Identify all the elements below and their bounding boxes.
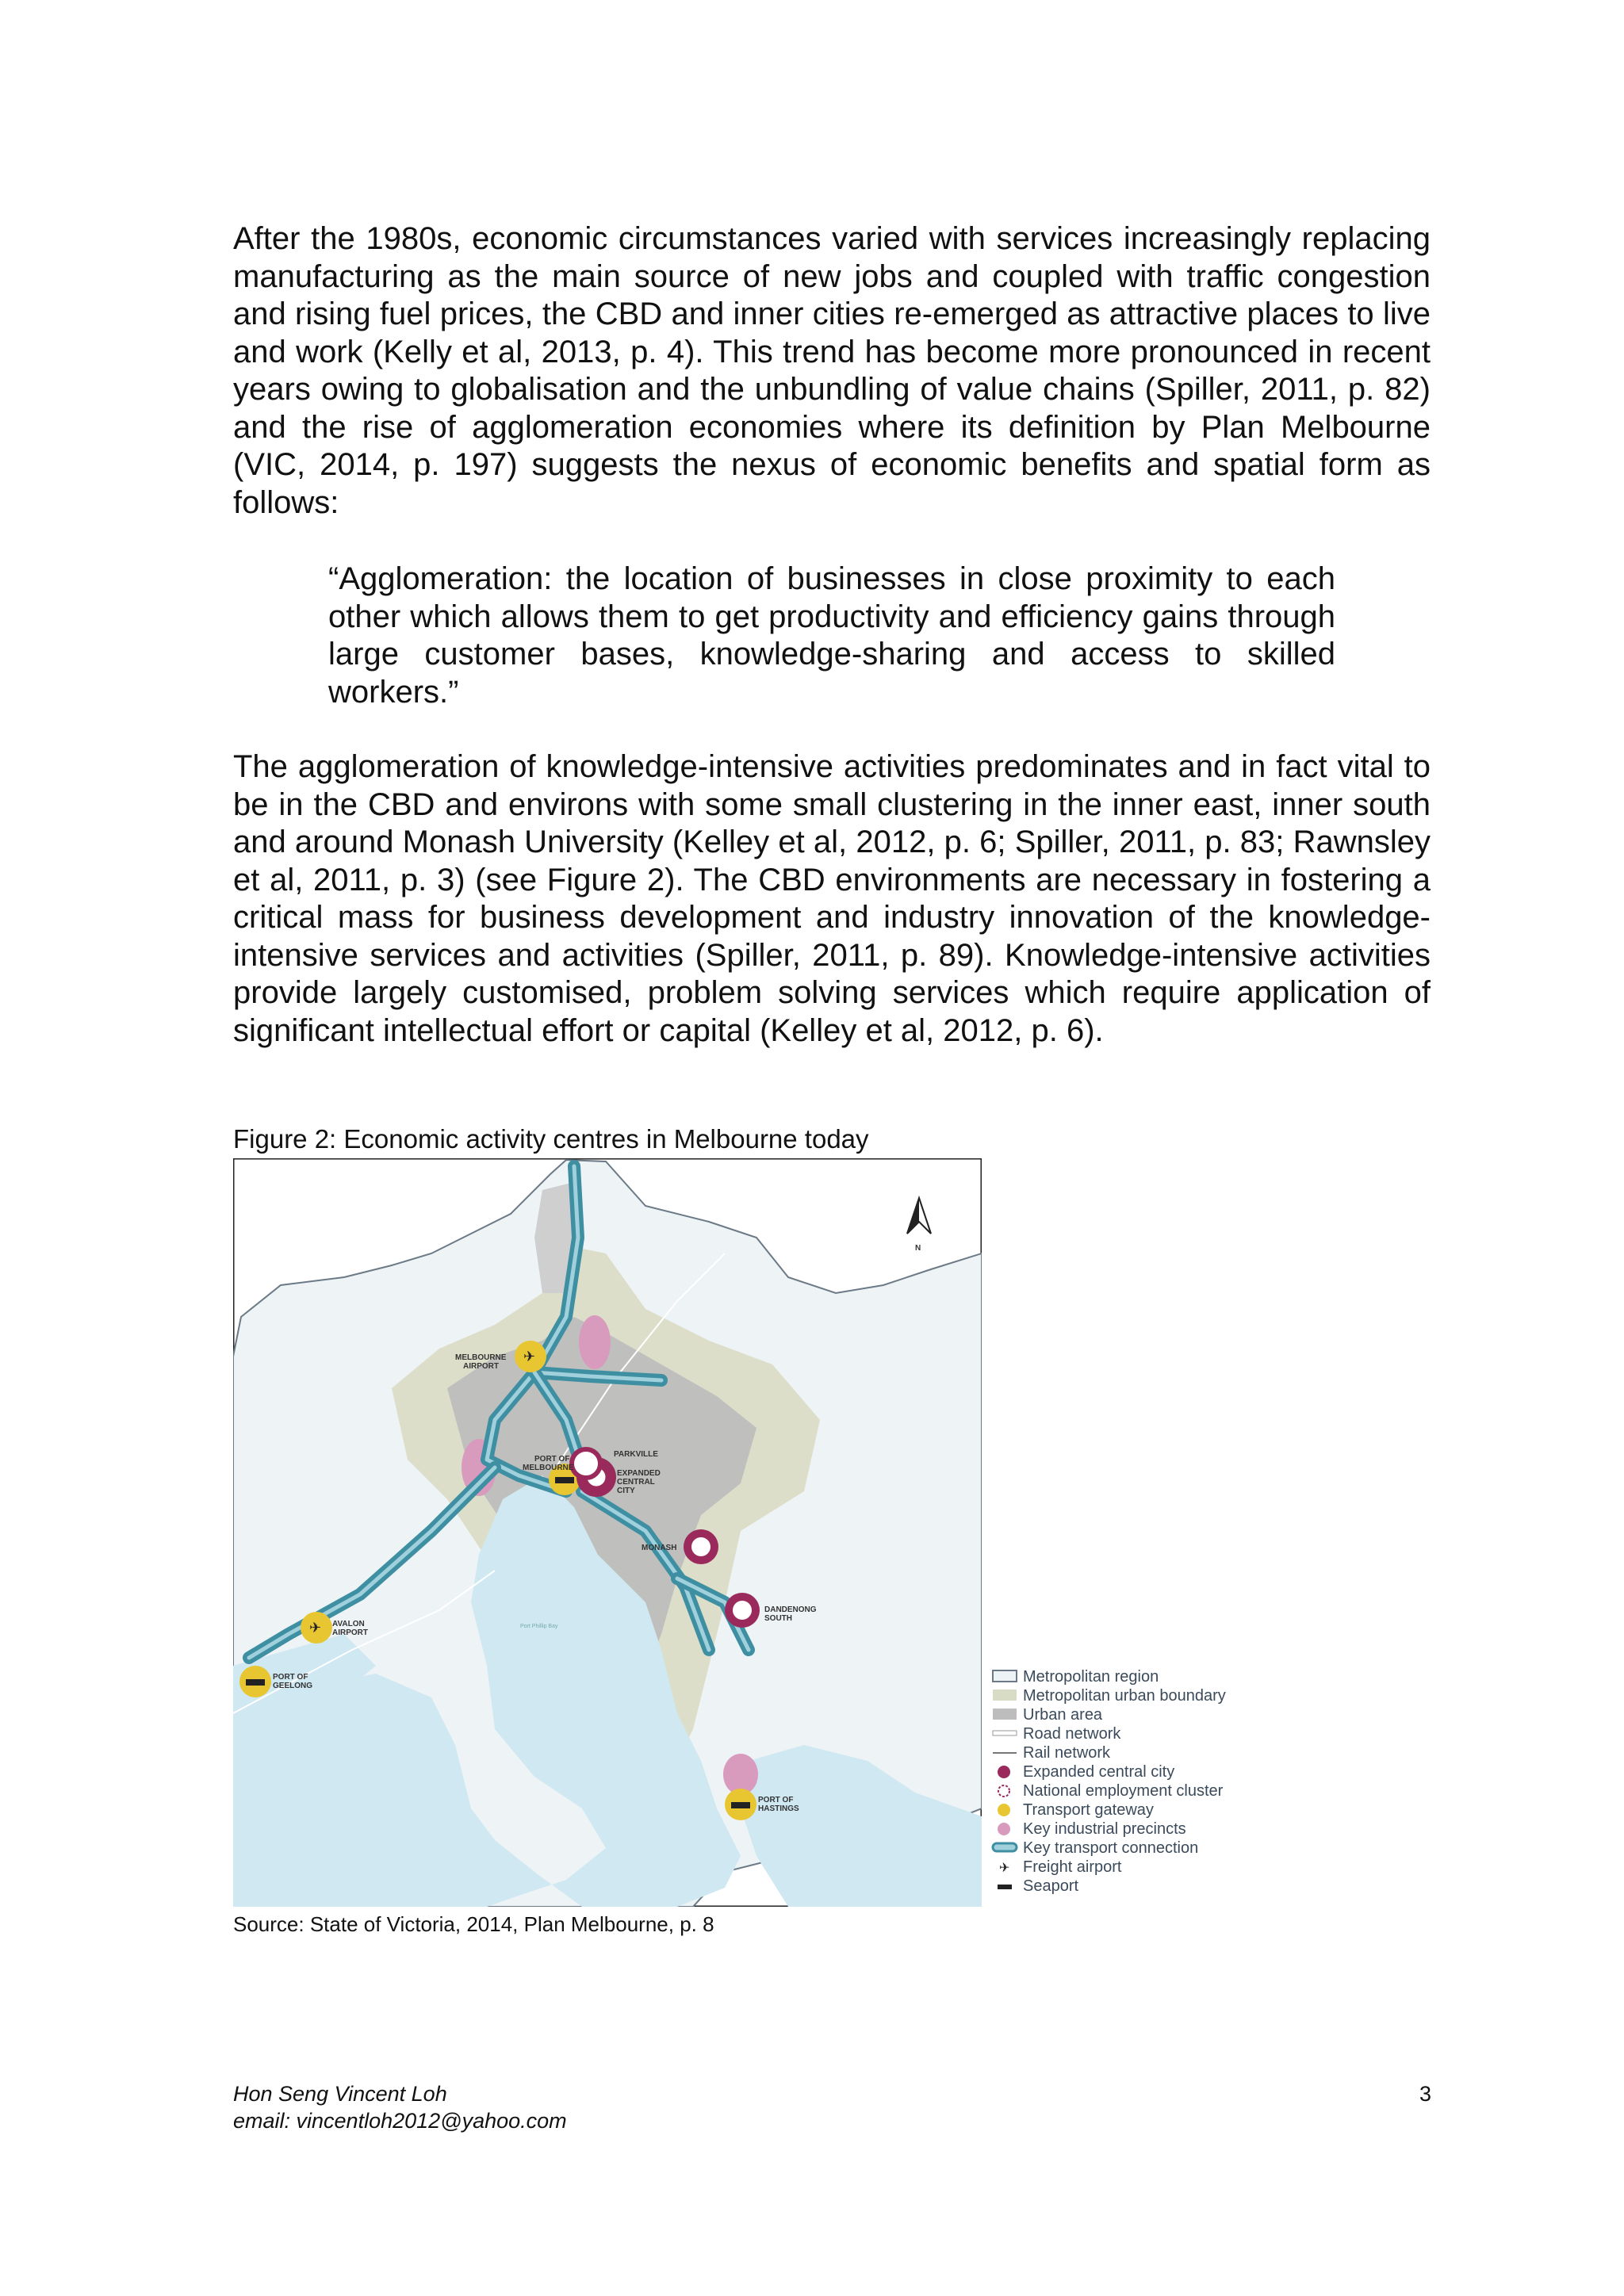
legend-expanded-central-city: Expanded central city <box>991 1762 1174 1781</box>
label-geelong: PORT OF <box>273 1673 308 1682</box>
page-number: 3 <box>1419 2082 1432 2106</box>
transport-gateway-melbourne-airport <box>515 1341 546 1372</box>
freight-airport-icon <box>991 1858 1020 1877</box>
label-bay: Port Phillip Bay <box>520 1624 558 1629</box>
label-monash: MONASH <box>642 1544 677 1552</box>
label-central: CENTRAL <box>617 1478 655 1487</box>
legend-metropolitan-region: Metropolitan region <box>991 1667 1159 1686</box>
label-melbourne-airport: MELBOURNE <box>455 1353 507 1362</box>
figure-caption: Figure 2: Economic activity centres in Melbourne today <box>233 1124 869 1154</box>
paragraph-2: The agglomeration of knowledge-intensive activities predominates and in fact vital to be in the CBD and environs with some small clustering in the inner east, inner south and around Monash University (Kelley et al, 2012, p. 6; Spiller, 2011, p. 83; Rawnsley et al, 2011, p. 3) (see Figure 2). The CBD environments are necessary in fostering a critical mass for business development and industry innovation of the knowledge-intensive services and activities (Spiller, 2011, p. 89). Knowledge-intensive activities provide largely customised, problem solving services which require application of significant intellectual effort or capital (Kelley et al, 2012, p. 6). <box>233 749 1431 1048</box>
melbourne-map <box>233 1158 982 1907</box>
label-port-melbourne: PORT OF <box>534 1455 570 1464</box>
label-dandenong-2: SOUTH <box>764 1614 792 1623</box>
legend-seaport: Seaport <box>991 1877 1078 1896</box>
legend-road-network: Road network <box>991 1724 1120 1743</box>
label-avalon: AVALON <box>332 1620 365 1628</box>
label-port-melbourne-2: MELBOURNE <box>523 1464 574 1472</box>
block-quote: “Agglomeration: the location of businesses in close proximity to each other which allows them to get productivity and efficiency gains through large customer bases, knowledge-sharing and access to skilled workers.” <box>328 561 1335 710</box>
footer-email: email: vincentloh2012@yahoo.com <box>233 2109 567 2133</box>
label-parkville: PARKVILLE <box>614 1450 658 1459</box>
label-melbourne-airport-2: AIRPORT <box>463 1362 499 1371</box>
figure-source: Source: State of Victoria, 2014, Plan Melbourne, p. 8 <box>233 1912 714 1936</box>
north-label: N <box>915 1244 921 1253</box>
label-expanded: EXPANDED <box>617 1469 661 1478</box>
legend-rail-network: Rail network <box>1023 1743 1111 1762</box>
svg-text:✈: ✈ <box>523 1349 536 1364</box>
label-city: CITY <box>617 1487 635 1495</box>
legend-key-transport-connection: Key transport connection <box>991 1839 1198 1858</box>
label-dandenong: DANDENONG <box>764 1605 817 1614</box>
label-hastings: PORT OF <box>758 1796 794 1804</box>
industrial-precinct-north <box>579 1315 611 1369</box>
label-hastings-2: HASTINGS <box>758 1804 799 1813</box>
transport-gateway-geelong <box>239 1666 271 1697</box>
legend-urban-boundary: Metropolitan urban boundary <box>991 1686 1226 1705</box>
svg-text:✈: ✈ <box>309 1620 322 1636</box>
legend-national-employment-cluster: National employment cluster <box>991 1781 1223 1800</box>
legend-industrial-precincts: Key industrial precincts <box>991 1820 1186 1839</box>
cluster-dandenong-south <box>725 1593 760 1628</box>
label-geelong-2: GEELONG <box>273 1682 313 1690</box>
legend-transport-gateway: Transport gateway <box>991 1800 1154 1820</box>
footer-author: Hon Seng Vincent Loh <box>233 2082 447 2106</box>
cluster-parkville <box>572 1449 600 1478</box>
legend-freight-airport: ✈ Freight airport <box>991 1858 1122 1877</box>
transport-gateway-hastings <box>725 1789 756 1820</box>
paragraph-1: After the 1980s, economic circumstances varied with services increasingly replacing manufacturing as the main source of new jobs and coupled with traffic congestion and rising fuel prices, the CBD and inner cities re-emerged as attractive places to live and work (Kelly et al, 2013, p. 4). This trend has become more pronounced in recent years owing to globalisation and the unbundling of value chains (Spiller, 2011, p. 82) and the rise of agglomeration economies where its definition by Plan Melbourne (VIC, 2014, p. 197) suggests the nexus of economic benefits and spatial form as follows: <box>233 221 1431 520</box>
svg-text:✈: ✈ <box>999 1862 1010 1875</box>
label-avalon-2: AIRPORT <box>332 1628 368 1637</box>
transport-gateway-avalon <box>301 1612 332 1644</box>
seaport-icon <box>991 1877 1020 1896</box>
cluster-monash <box>684 1529 718 1564</box>
legend-urban-area: Urban area <box>991 1705 1102 1724</box>
